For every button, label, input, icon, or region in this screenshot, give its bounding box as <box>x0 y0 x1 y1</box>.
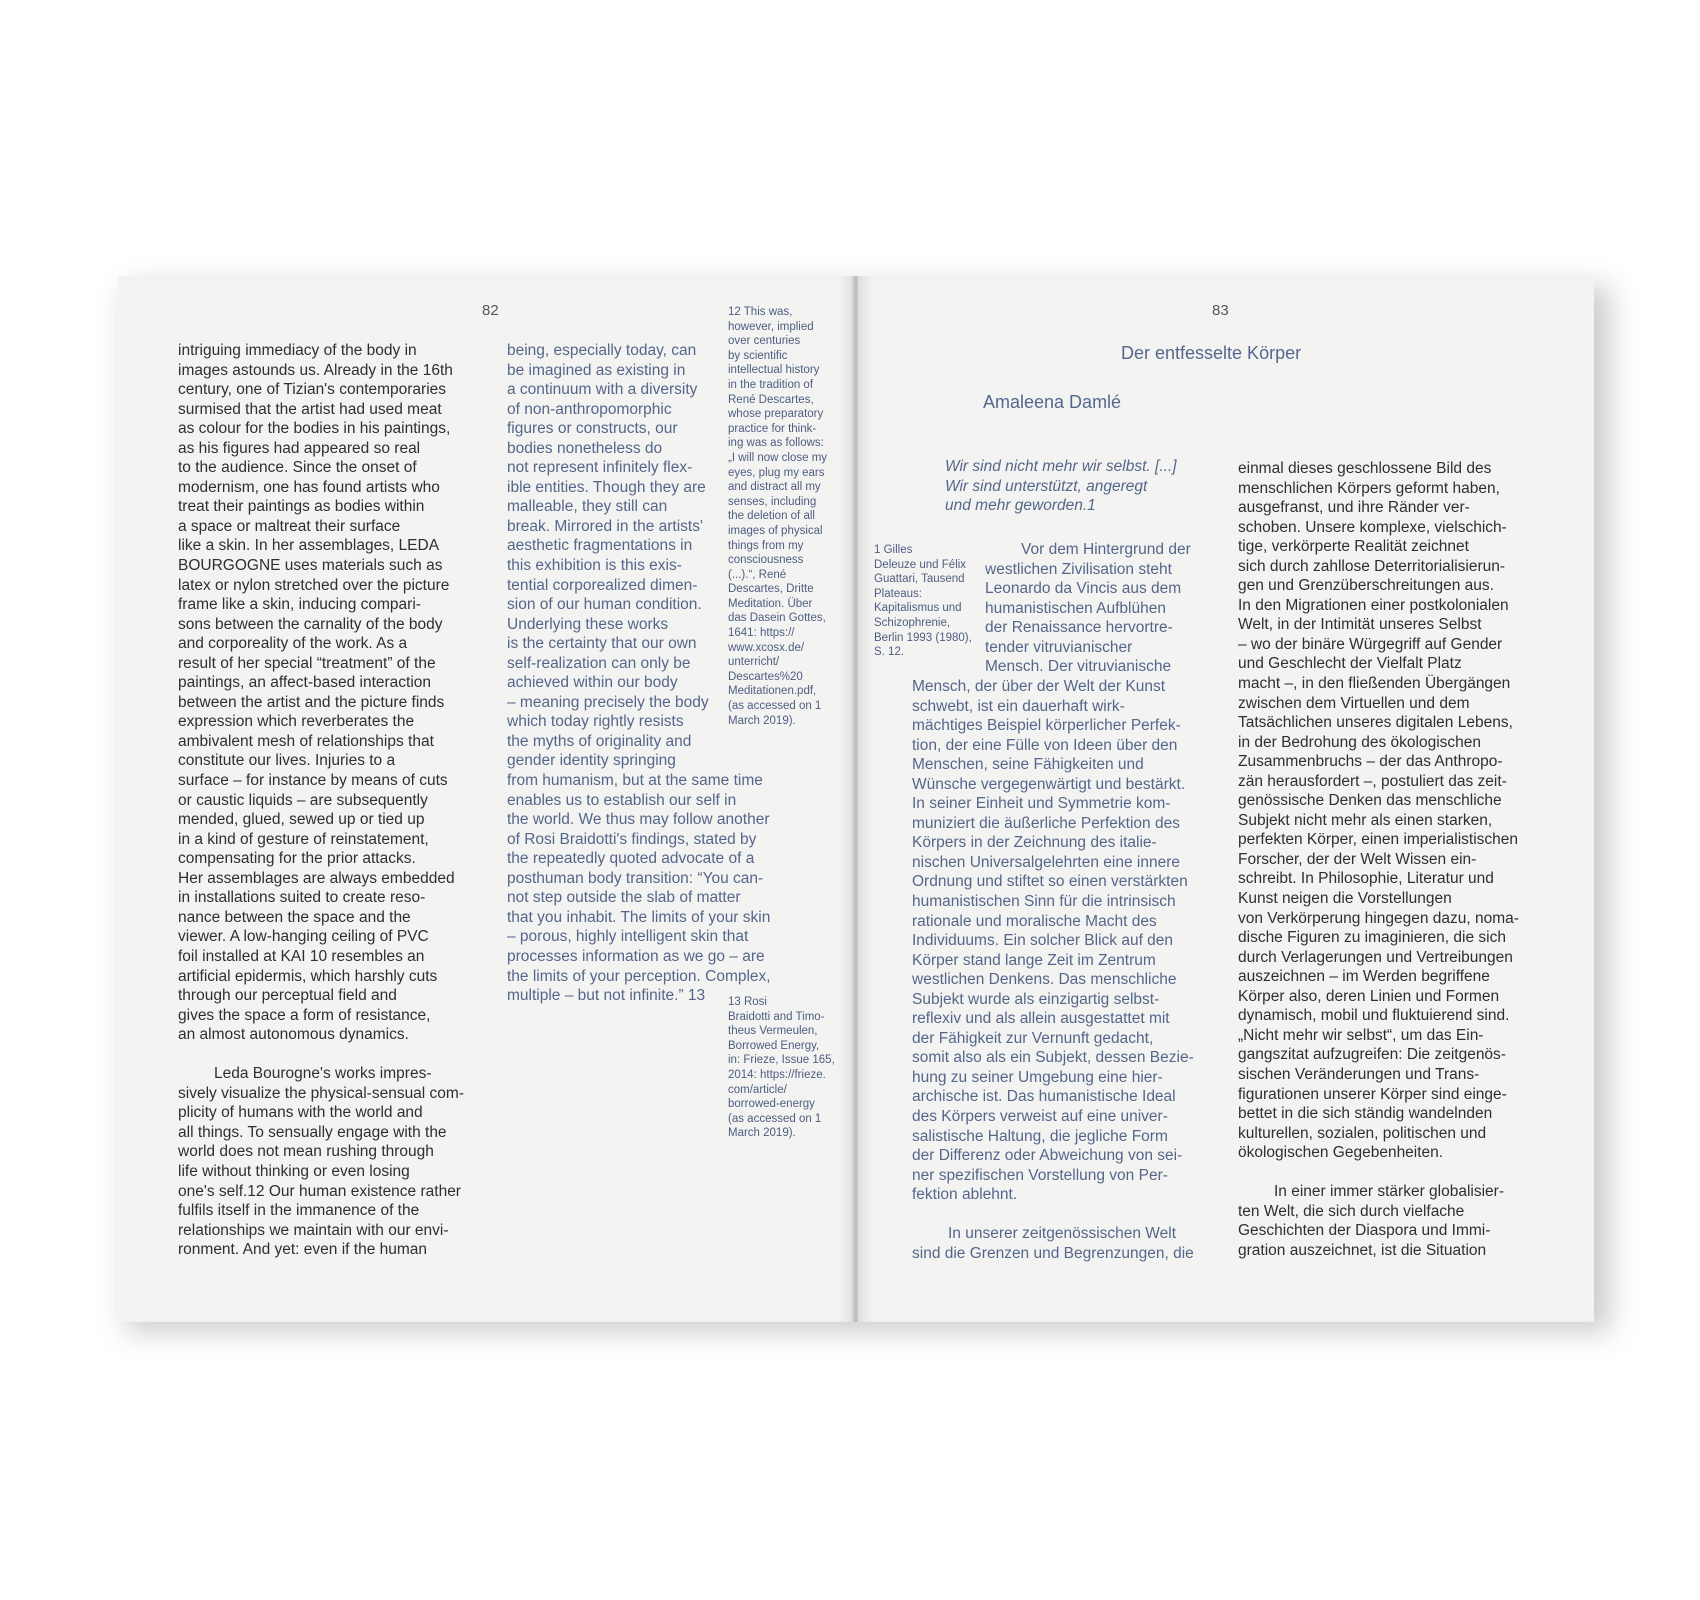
text-line: all things. To sensually engage with the <box>178 1123 447 1141</box>
left-column-1 <box>178 341 464 1260</box>
text-line: com/article/ <box>728 1083 787 1096</box>
text-line: the limits of your perception. Complex, <box>507 967 771 985</box>
text-line: the deletion of all <box>728 510 815 523</box>
text-line: Vor dem Hintergrund der <box>1021 541 1191 558</box>
text-line: by scientific <box>728 349 788 362</box>
text-line: „I will now close my <box>728 451 828 464</box>
text-line: like a skin. In her assemblages, LEDA <box>178 537 440 555</box>
text-line: 13 Rosi <box>728 996 767 1008</box>
text-line: ronment. And yet: even if the human <box>178 1241 428 1259</box>
text-line: und Geschlecht der Vielfalt Platz <box>1238 655 1462 673</box>
text-line: eyes, plug my ears <box>728 466 825 479</box>
text-line: Subjekt wurde als einzigartig selbst- <box>912 990 1160 1008</box>
text-line: tender vitruvianischer <box>985 638 1133 656</box>
text-line: as his figures had appeared so real <box>178 439 421 457</box>
text-line: world does not mean rushing through <box>178 1143 434 1161</box>
text-line: In seiner Einheit und Symmetrie kom- <box>912 795 1171 813</box>
text-line: schreibt. In Philosophie, Literatur und <box>1238 870 1494 888</box>
text-line: 1 Gilles <box>874 544 913 556</box>
text-line: Mensch. Der vitruvianische <box>985 658 1172 676</box>
text-line: intellectual history <box>728 364 820 377</box>
text-line: Menschen, seine Fähigkeiten und <box>912 756 1144 774</box>
text-line: March 2019). <box>728 1127 796 1140</box>
text-line: auszeichnen – im Werden begriffene <box>1238 968 1490 986</box>
text-line: Leonardo da Vincis aus dem <box>985 580 1182 598</box>
text-line: constitute our lives. Injuries to a <box>178 752 396 770</box>
text-line: In einer immer stärker globalisier- <box>1274 1183 1504 1201</box>
text-line: (as accessed on 1 <box>728 1112 822 1125</box>
text-line: Körpers in der Zeichnung des italie- <box>912 834 1157 852</box>
text-line: the repeatedly quoted advocate of a <box>507 850 755 868</box>
text-line: life without thinking or even losing <box>178 1162 410 1180</box>
text-line: sischen Veränderungen und Trans- <box>1238 1065 1480 1083</box>
text-line: „Nicht mehr wir selbst“, um das Ein- <box>1238 1026 1484 1044</box>
text-line: humanistischen Sinn für die intrinsisch <box>912 893 1176 911</box>
text-line: ambivalent mesh of relationships that <box>178 732 434 750</box>
text-line: BOURGOGNE uses materials such as <box>178 557 443 575</box>
text-line: In unserer zeitgenössischen Welt <box>948 1225 1177 1243</box>
text-line: Wünsche vergegenwärtigt und bestärkt. <box>912 775 1186 793</box>
text-line: Individuums. Ein solcher Blick auf den <box>912 932 1174 950</box>
text-line: the myths of originality and <box>507 732 692 750</box>
text-line: between the artist and the picture finds <box>178 693 445 711</box>
text-line: Welt, in der Intimität unseres Selbst <box>1238 616 1482 634</box>
text-line: Kunst neigen die Vorstellungen <box>1238 890 1452 908</box>
text-line: images of physical <box>728 524 823 537</box>
text-line: viewer. A low-hanging ceiling of PVC <box>178 928 429 946</box>
text-line: whose preparatory <box>728 408 824 421</box>
text-line: dische Figuren zu imaginieren, die sich <box>1238 929 1506 947</box>
text-line: plicity of humans with the world and <box>178 1104 423 1122</box>
text-line: latex or nylon stretched over the picture <box>178 576 450 594</box>
text-line: Descartes%20 <box>728 670 803 683</box>
text-line: S. 12. <box>874 646 905 659</box>
text-line: is the certainty that our own <box>507 635 697 653</box>
right-column-1 <box>912 677 1194 1263</box>
text-line: from humanism, but at the same time <box>507 772 763 790</box>
text-line: as colour for the bodies in his paintings, <box>178 420 451 438</box>
text-line: durch Verlagerungen und Vertreibungen <box>1238 948 1513 966</box>
text-line: 2014: https://frieze. <box>728 1068 826 1081</box>
text-line: einmal dieses geschlossene Bild des <box>1238 460 1492 477</box>
text-line: in installations suited to create reso- <box>178 889 426 907</box>
article-title: Der entfesselte Körper <box>1121 343 1302 363</box>
text-line: und mehr geworden.1 <box>945 497 1096 515</box>
text-line: der Renaissance hervortre- <box>985 619 1173 637</box>
text-line: unterricht/ <box>728 656 780 669</box>
text-line: 12 This was, <box>728 306 793 318</box>
text-line: to the audience. Since the onset of <box>178 459 417 477</box>
text-line: through our perceptual field and <box>178 987 397 1005</box>
left-page <box>118 276 854 1322</box>
text-line: of non-anthropomorphic <box>507 400 672 418</box>
text-line: – porous, highly intelligent skin that <box>507 928 749 946</box>
footnote-12 <box>728 305 827 728</box>
text-line: René Descartes, <box>728 393 814 406</box>
text-line: dynamisch, mobil und fluktuierend sind. <box>1238 1007 1510 1025</box>
text-line: reflexiv und als allein ausgestattet mit <box>912 1010 1170 1028</box>
text-line: tion, der eine Fülle von Ideen über den <box>912 736 1178 754</box>
text-line: zwischen dem Virtuellen und dem <box>1238 694 1470 712</box>
text-line: salistische Haltung, die jegliche Form <box>912 1127 1168 1145</box>
text-line: fektion ablehnt. <box>912 1186 1018 1204</box>
text-line: in a kind of gesture of reinstatement, <box>178 830 429 848</box>
footnote-1 <box>874 543 972 660</box>
article-author: Amaleena Damlé <box>983 392 1122 412</box>
text-line: – wo der binäre Würgegriff auf Gender <box>1238 635 1503 653</box>
text-line: sons between the carnality of the body <box>178 615 443 633</box>
text-line: and distract all my <box>728 481 821 494</box>
text-line: images astounds us. Already in the 16th <box>178 361 453 379</box>
text-line: In den Migrationen einer postkolonialen <box>1238 596 1509 614</box>
text-line: multiple – but not infinite.” 13 <box>507 987 706 1005</box>
text-line: archische ist. Das humanistische Ideal <box>912 1088 1176 1106</box>
text-line: not step outside the slab of matter <box>507 889 741 907</box>
text-line: of Rosi Braidotti's findings, stated by <box>507 830 757 848</box>
text-line: westlichen Zivilisation steht <box>985 560 1172 578</box>
text-line: Subjekt nicht mehr als einen starken, <box>1238 811 1493 829</box>
text-line: Underlying these works <box>507 615 669 633</box>
text-line: westlichen Denkens. Das menschliche <box>912 971 1177 989</box>
text-line: frame like a skin, inducing compari- <box>178 596 421 614</box>
text-line: ner spezifischen Vorstellung von Per- <box>912 1166 1168 1184</box>
text-line: borrowed-energy <box>728 1098 815 1111</box>
text-line: posthuman body transition: “You can- <box>507 869 764 887</box>
text-line: and corporeality of the work. As a <box>178 635 408 653</box>
text-line: compensating for the prior attacks. <box>178 850 416 868</box>
text-line: a continuum with a diversity <box>507 381 698 399</box>
text-line: the world. We thus may follow another <box>507 811 770 829</box>
text-line: nischen Universalgelehrten eine innere <box>912 853 1180 871</box>
text-line: Körper stand lange Zeit im Zentrum <box>912 951 1156 969</box>
text-line: Braidotti and Timo- <box>728 1010 825 1023</box>
text-line: one's self.12 Our human existence rather <box>178 1182 461 1200</box>
text-line: not represent infinitely flex- <box>507 459 693 477</box>
text-line: der Fähigkeit zur Vernunft gedacht, <box>912 1029 1154 1047</box>
text-line: nance between the space and the <box>178 908 411 926</box>
text-line: Kapitalismus und <box>874 602 962 615</box>
right-col1-para2 <box>912 1224 1194 1263</box>
text-line: an almost autonomous dynamics. <box>178 1026 409 1044</box>
text-line: foil installed at KAI 10 resembles an <box>178 947 425 965</box>
text-line: Guattari, Tausend <box>874 573 965 586</box>
text-line: century, one of Tizian's contemporaries <box>178 381 447 399</box>
text-line: expression which reverberates the <box>178 713 415 731</box>
text-line: Meditation. Über <box>728 597 813 610</box>
text-line: enables us to establish our self in <box>507 791 737 809</box>
text-line: being, especially today, can <box>507 342 697 359</box>
text-line: ökologischen Gegebenheiten. <box>1238 1144 1444 1162</box>
text-line: das Dasein Gottes, <box>728 612 826 625</box>
text-line: ing was as follows: <box>728 437 824 450</box>
text-line: macht –, in den fließenden Übergängen <box>1238 675 1511 693</box>
text-line: ausgefranst, und ihre Ränder ver- <box>1238 499 1470 517</box>
text-line: schoben. Unsere komplexe, vielschich- <box>1238 518 1507 536</box>
text-line: Schizophrenie, <box>874 616 951 629</box>
text-line: self-realization can only be <box>507 654 691 672</box>
text-line: ible entities. Though they are <box>507 478 706 496</box>
text-line: Descartes, Dritte <box>728 583 814 596</box>
text-line: kulturellen, sozialen, politischen und <box>1238 1124 1487 1142</box>
text-line: Ordnung und stiftet so einen verstärkten <box>912 873 1188 891</box>
text-line: bodies nonetheless do <box>507 439 663 457</box>
text-line: surface – for instance by means of cuts <box>178 772 448 790</box>
text-line: in der Bedrohung des ökologischen <box>1238 733 1482 751</box>
right-col1-top <box>985 540 1191 677</box>
text-line: senses, including <box>728 495 817 508</box>
text-line: somit also als ein Subjekt, dessen Bezie- <box>912 1049 1194 1067</box>
text-line: surmised that the artist had used meat <box>178 400 442 418</box>
text-line: things from my <box>728 539 804 552</box>
text-line: consciousness <box>728 554 804 567</box>
text-line: processes information as we go – are <box>507 947 765 965</box>
text-line: Deleuze und Félix <box>874 558 967 571</box>
text-line: Leda Bourogne's works impres- <box>214 1065 432 1083</box>
text-line: zän herausfordert –, postuliert das zeit- <box>1238 772 1507 790</box>
text-line: theus Vermeulen, <box>728 1025 818 1038</box>
text-line: figurationen unserer Körper sind einge- <box>1238 1085 1507 1103</box>
text-line: Zusammenbruchs – der das Anthropo- <box>1238 753 1503 771</box>
text-line: sich durch zahllose Deterritorialisierun- <box>1238 557 1506 575</box>
text-line: rationale und moralische Macht des <box>912 912 1157 930</box>
text-line: Borrowed Energy, <box>728 1039 820 1052</box>
text-line: Forscher, der der Welt Wissen ein- <box>1238 850 1477 868</box>
epigraph <box>945 457 1177 516</box>
text-line: genössische Denken das menschliche <box>1238 792 1502 810</box>
text-line: menschlichen Körpers geformt haben, <box>1238 479 1500 497</box>
text-line: gender identity springing <box>507 752 676 770</box>
footnote-13 <box>728 995 835 1141</box>
text-line: practice for think- <box>728 422 817 435</box>
text-line: gration auszeichnet, ist die Situation <box>1238 1241 1487 1259</box>
text-line: Geschichten der Diaspora und Immi- <box>1238 1222 1491 1240</box>
text-line: Wir sind unterstützt, angeregt <box>945 477 1148 495</box>
text-line: (as accessed on 1 <box>728 700 822 713</box>
text-line: muniziert die äußerliche Perfektion des <box>912 814 1180 832</box>
text-line: modernism, one has found artists who <box>178 478 440 496</box>
text-line: paintings, an affect-based interaction <box>178 674 432 692</box>
text-line: humanistischen Aufblühen <box>985 599 1166 617</box>
text-line: sind die Grenzen und Begrenzungen, die <box>912 1244 1194 1262</box>
text-line: this exhibition is this exis- <box>507 557 682 575</box>
text-line: in: Frieze, Issue 165, <box>728 1054 835 1067</box>
text-line: gangszitat aufzugreifen: Die zeitgenös- <box>1238 1046 1506 1064</box>
text-line: break. Mirrored in the artists' <box>507 517 703 535</box>
text-line: over centuries <box>728 335 801 348</box>
text-line: in the tradition of <box>728 378 814 391</box>
text-line: Körper also, deren Linien und Formen <box>1238 987 1500 1005</box>
text-line: perfekten Körper, einen imperialistischen <box>1238 831 1519 849</box>
text-line: bettet in die sich ständig wandelnden <box>1238 1105 1493 1123</box>
text-line: Tatsächlichen unseres digitalen Lebens, <box>1238 714 1513 732</box>
text-line: ten Welt, die sich durch vielfache <box>1238 1202 1465 1220</box>
text-line: tential corporealized dimen- <box>507 576 698 594</box>
text-line: March 2019). <box>728 714 796 727</box>
text-line: Berlin 1993 (1980), <box>874 631 972 644</box>
right-col1-para1 <box>912 677 1194 1205</box>
text-line: – meaning precisely the body <box>507 693 709 711</box>
text-line: Wir sind nicht mehr wir selbst. [...] <box>945 458 1177 475</box>
text-line: figures or constructs, our <box>507 420 678 438</box>
text-line: gives the space a form of resistance, <box>178 1006 431 1024</box>
text-line: gen und Grenzüberschreitungen aus. <box>1238 577 1494 595</box>
text-line: schwebt, ist ein dauerhaft wirk- <box>912 697 1125 715</box>
text-line: Mensch, der über der Welt der Kunst <box>912 678 1166 695</box>
text-line: achieved within our body <box>507 674 678 692</box>
text-line: a space or maltreat their surface <box>178 517 401 535</box>
right-col2-para1 <box>1238 459 1519 1163</box>
page-number-right: 83 <box>1212 302 1229 319</box>
right-page <box>858 276 1594 1322</box>
text-line: mächtiges Beispiel körperlicher Perfek- <box>912 717 1181 735</box>
text-line: be imagined as existing in <box>507 361 686 379</box>
text-line: result of her special “treatment” of the <box>178 654 436 672</box>
text-line: however, implied <box>728 320 814 333</box>
text-line: mended, glued, sewed up or tied up <box>178 811 425 829</box>
text-line: Plateaus: <box>874 587 922 600</box>
text-line: aesthetic fragmentations in <box>507 537 693 555</box>
text-line: intriguing immediacy of the body in <box>178 342 417 359</box>
text-line: des Körpers verweist auf eine univer- <box>912 1108 1168 1126</box>
left-col1-para1 <box>178 341 464 1045</box>
text-line: artificial epidermis, which harshly cuts <box>178 967 438 985</box>
text-line: tige, verkörperte Realität zeichnet <box>1238 538 1469 556</box>
text-line: (...).“, René <box>728 568 787 581</box>
text-line: der Differenz oder Abweichung von sei- <box>912 1147 1183 1165</box>
text-line: hung zu seiner Umgebung eine hier- <box>912 1068 1163 1086</box>
text-line: treat their paintings as bodies within <box>178 498 425 516</box>
right-col2-para2 <box>1238 1182 1519 1260</box>
text-line: or caustic liquids – are subsequently <box>178 791 428 809</box>
left-col1-para2 <box>178 1064 464 1259</box>
text-line: von Verkörperung hingegen dazu, noma- <box>1238 909 1519 927</box>
text-line: that you inhabit. The limits of your skin <box>507 908 771 926</box>
text-line: relationships we maintain with our envi- <box>178 1221 449 1239</box>
text-line: www.xcosx.de/ <box>728 641 805 654</box>
page-number-left: 82 <box>482 302 499 319</box>
text-line: malleable, they still can <box>507 498 668 516</box>
text-line: sively visualize the physical-sensual com- <box>178 1084 465 1102</box>
text-line: sion of our human condition. <box>507 596 702 614</box>
text-line: Meditationen.pdf, <box>728 685 817 698</box>
text-line: fulfils itself in the immanence of the <box>178 1202 420 1220</box>
text-line: 1641: https:// <box>728 627 795 640</box>
text-line: which today rightly resists <box>507 713 684 731</box>
text-line: Her assemblages are always embedded <box>178 869 455 887</box>
right-column-2 <box>1238 459 1519 1260</box>
